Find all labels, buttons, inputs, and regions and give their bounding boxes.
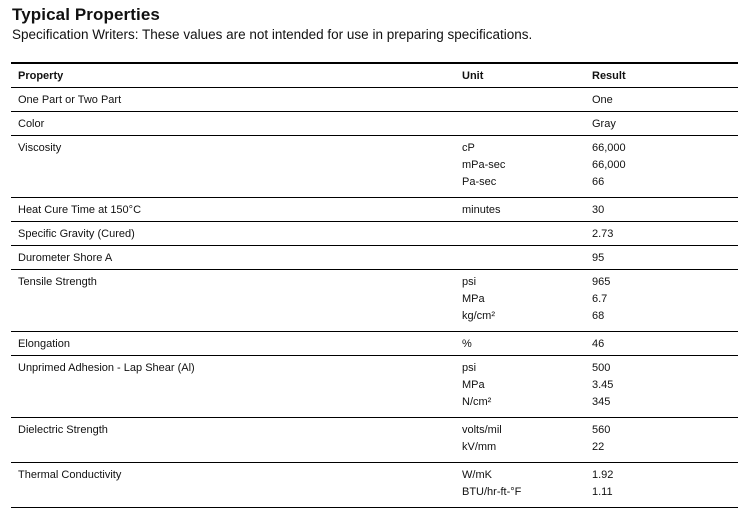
table-row xyxy=(11,270,738,332)
unit-cell: % xyxy=(462,338,472,350)
unit-cell: N/cm² xyxy=(462,396,492,408)
property-cell: Color xyxy=(18,118,45,130)
property-cell: Unprimed Adhesion - Lap Shear (Al) xyxy=(18,362,195,374)
property-cell: Heat Cure Time at 150°C xyxy=(18,204,142,216)
result-cell: 1.92 xyxy=(592,469,614,481)
result-cell: 66,000 xyxy=(592,159,626,171)
page-title: Typical Properties xyxy=(12,5,160,24)
unit-cell: volts/mil xyxy=(462,424,502,436)
unit-cell: MPa xyxy=(462,293,485,305)
unit-cell: mPa-sec xyxy=(462,159,506,171)
result-cell: 500 xyxy=(592,362,611,374)
unit-cell: BTU/hr-ft-°F xyxy=(462,486,522,498)
header-unit: Unit xyxy=(462,70,484,82)
header-result: Result xyxy=(592,70,626,82)
property-cell: Specific Gravity (Cured) xyxy=(18,228,135,240)
table-row xyxy=(11,88,738,112)
value-line xyxy=(11,379,738,396)
property-cell: Tensile Strength xyxy=(18,276,97,288)
unit-cell: psi xyxy=(462,276,477,288)
unit-cell: kV/mm xyxy=(462,441,497,453)
property-cell: Durometer Shore A xyxy=(18,252,113,264)
value-line xyxy=(11,293,738,310)
property-cell: Viscosity xyxy=(18,142,62,154)
table-row xyxy=(11,222,738,246)
result-cell: 2.73 xyxy=(592,228,614,240)
value-line xyxy=(11,176,738,193)
result-cell: 46 xyxy=(592,338,605,350)
value-line xyxy=(11,276,738,293)
value-line xyxy=(11,441,738,458)
result-cell: 95 xyxy=(592,252,605,264)
unit-cell: minutes xyxy=(462,204,501,216)
unit-cell: Pa-sec xyxy=(462,176,497,188)
unit-cell: kg/cm² xyxy=(462,310,495,322)
value-line xyxy=(11,396,738,413)
table-row xyxy=(11,463,738,508)
table-row xyxy=(11,356,738,418)
table-row xyxy=(11,198,738,222)
result-cell: 30 xyxy=(592,204,605,216)
result-cell: 22 xyxy=(592,441,605,453)
table-row xyxy=(11,332,738,356)
result-cell: 965 xyxy=(592,276,611,288)
result-cell: 6.7 xyxy=(592,293,608,305)
value-line xyxy=(11,310,738,327)
property-cell: Elongation xyxy=(18,338,70,350)
result-cell: 66,000 xyxy=(592,142,626,154)
table-row xyxy=(11,136,738,198)
result-cell: 3.45 xyxy=(592,379,614,391)
result-cell: 68 xyxy=(592,310,605,322)
table-row xyxy=(11,246,738,270)
result-cell: One xyxy=(592,94,613,106)
unit-cell: psi xyxy=(462,362,477,374)
unit-cell: MPa xyxy=(462,379,485,391)
result-cell: 560 xyxy=(592,424,611,436)
result-cell: 1.11 xyxy=(592,486,613,498)
property-cell: One Part or Two Part xyxy=(18,94,122,106)
table-row xyxy=(11,418,738,463)
header-property: Property xyxy=(18,70,64,82)
result-cell: 345 xyxy=(592,396,611,408)
unit-cell: W/mK xyxy=(462,469,492,481)
table-header-row xyxy=(11,64,738,88)
page-subtitle: Specification Writers: These values are not intended for use in preparing specifications. xyxy=(12,27,533,42)
property-cell: Thermal Conductivity xyxy=(18,469,122,481)
value-line xyxy=(11,159,738,176)
property-cell: Dielectric Strength xyxy=(18,424,108,436)
value-line xyxy=(11,469,738,486)
value-line xyxy=(11,142,738,159)
unit-cell: cP xyxy=(462,142,475,154)
properties-table xyxy=(11,62,738,508)
value-line xyxy=(11,486,738,503)
value-line xyxy=(11,424,738,441)
value-line xyxy=(11,362,738,379)
result-cell: Gray xyxy=(592,118,616,130)
result-cell: 66 xyxy=(592,176,605,188)
table-row xyxy=(11,112,738,136)
